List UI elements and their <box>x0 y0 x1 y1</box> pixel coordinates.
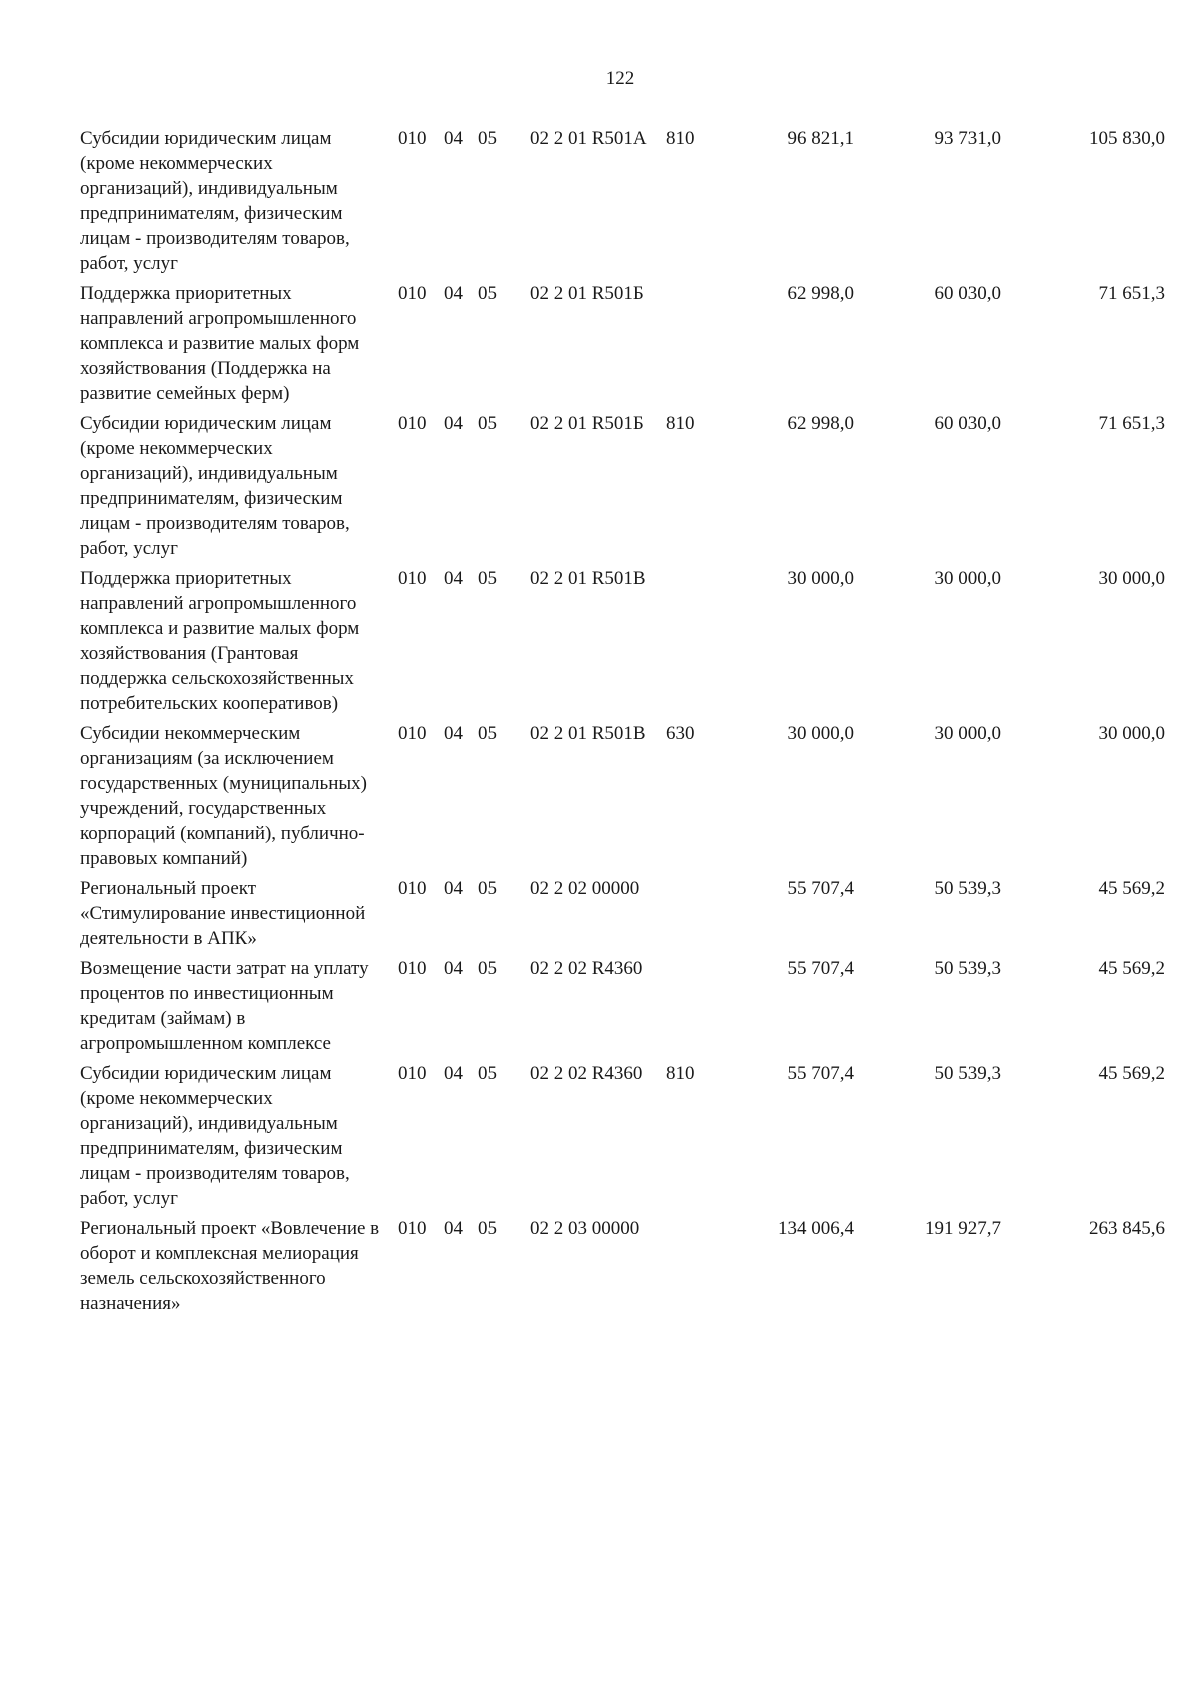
row-amount-year-1: 55 707,4 <box>787 1063 854 1084</box>
table-row <box>80 281 1165 411</box>
row-name: Субсидии юридическим лицам (кроме некоммерческих организаций), индивидуальным предпринимателям, физическим лицам - производителям товаров, работ, услуг <box>80 413 350 559</box>
row-target-code: 02 2 02 00000 <box>530 878 640 899</box>
row-expense-type <box>658 876 720 956</box>
row-amount-year-1: 55 707,4 <box>787 878 854 899</box>
table-row <box>80 956 1165 1061</box>
row-grbs: 010 <box>398 283 427 304</box>
row-subsection: 05 <box>478 413 497 434</box>
row-name: Поддержка приоритетных направлений агропромышленного комплекса и развитие малых форм хозяйствования (Поддержка на развитие семейных ферм) <box>80 283 360 404</box>
row-grbs: 010 <box>398 413 427 434</box>
row-amount-year-2: 50 539,3 <box>934 958 1001 979</box>
row-amount-year-3: 30 000,0 <box>1098 568 1165 589</box>
row-amount-year-1: 30 000,0 <box>787 568 854 589</box>
row-amount-year-2: 191 927,7 <box>925 1218 1001 1239</box>
budget-table <box>80 126 1165 1321</box>
row-amount-year-2: 30 000,0 <box>934 568 1001 589</box>
row-subsection: 05 <box>478 128 497 149</box>
row-name: Субсидии некоммерческим организациям (за исключением государственных (муниципальных) учреждений, государственных корпораций (компаний), публично-правовых компаний) <box>80 723 367 869</box>
row-target-code: 02 2 01 R501Б <box>530 413 644 434</box>
row-name: Региональный проект «Вовлечение в оборот и комплексная мелиорация земель сельскохозяйственного назначения» <box>80 1218 380 1314</box>
row-name: Субсидии юридическим лицам (кроме некоммерческих организаций), индивидуальным предпринимателям, физическим лицам - производителям товаров, работ, услуг <box>80 1063 350 1209</box>
row-subsection: 05 <box>478 1218 497 1239</box>
row-amount-year-3: 30 000,0 <box>1098 723 1165 744</box>
row-section: 04 <box>444 128 463 149</box>
table-row <box>80 411 1165 566</box>
row-amount-year-1: 96 821,1 <box>787 128 854 149</box>
row-expense-type <box>658 1216 720 1321</box>
row-section: 04 <box>444 723 463 744</box>
row-expense-type: 810 <box>666 413 695 434</box>
row-amount-year-1: 134 006,4 <box>778 1218 854 1239</box>
row-name: Региональный проект «Стимулирование инвестиционной деятельности в АПК» <box>80 878 366 949</box>
row-amount-year-3: 45 569,2 <box>1098 878 1165 899</box>
row-amount-year-1: 62 998,0 <box>787 413 854 434</box>
row-grbs: 010 <box>398 568 427 589</box>
row-subsection: 05 <box>478 958 497 979</box>
row-grbs: 010 <box>398 958 427 979</box>
row-expense-type <box>658 566 720 721</box>
row-section: 04 <box>444 878 463 899</box>
row-section: 04 <box>444 413 463 434</box>
table-row <box>80 126 1165 281</box>
table-body <box>80 126 1165 1321</box>
table-row <box>80 1216 1165 1321</box>
row-grbs: 010 <box>398 723 427 744</box>
row-target-code: 02 2 02 R4360 <box>530 958 643 979</box>
row-grbs: 010 <box>398 128 427 149</box>
row-name: Субсидии юридическим лицам (кроме некоммерческих организаций), индивидуальным предпринимателям, физическим лицам - производителям товаров, работ, услуг <box>80 128 350 274</box>
table-row <box>80 1061 1165 1216</box>
row-amount-year-3: 71 651,3 <box>1098 283 1165 304</box>
row-amount-year-1: 62 998,0 <box>787 283 854 304</box>
row-section: 04 <box>444 568 463 589</box>
row-grbs: 010 <box>398 878 427 899</box>
row-grbs: 010 <box>398 1063 427 1084</box>
row-amount-year-2: 30 000,0 <box>934 723 1001 744</box>
row-target-code: 02 2 01 R501А <box>530 128 647 149</box>
row-expense-type: 810 <box>666 1063 695 1084</box>
row-amount-year-3: 263 845,6 <box>1089 1218 1165 1239</box>
row-subsection: 05 <box>478 723 497 744</box>
row-amount-year-3: 71 651,3 <box>1098 413 1165 434</box>
row-section: 04 <box>444 958 463 979</box>
table-row <box>80 566 1165 721</box>
row-expense-type: 630 <box>666 723 695 744</box>
row-subsection: 05 <box>478 1063 497 1084</box>
table-row <box>80 876 1165 956</box>
row-amount-year-3: 45 569,2 <box>1098 958 1165 979</box>
row-subsection: 05 <box>478 878 497 899</box>
row-name: Поддержка приоритетных направлений агропромышленного комплекса и развитие малых форм хозяйствования (Грантовая поддержка сельскохозяйственных потребительских кооперативов) <box>80 568 360 714</box>
row-target-code: 02 2 01 R501Б <box>530 283 644 304</box>
row-amount-year-2: 60 030,0 <box>934 283 1001 304</box>
row-expense-type: 810 <box>666 128 695 149</box>
row-expense-type <box>658 956 720 1061</box>
row-target-code: 02 2 02 R4360 <box>530 1063 643 1084</box>
row-expense-type <box>658 281 720 411</box>
row-amount-year-2: 50 539,3 <box>934 1063 1001 1084</box>
row-section: 04 <box>444 1063 463 1084</box>
row-section: 04 <box>444 1218 463 1239</box>
page-number: 122 <box>605 68 635 89</box>
row-subsection: 05 <box>478 568 497 589</box>
row-target-code: 02 2 03 00000 <box>530 1218 640 1239</box>
row-target-code: 02 2 01 R501В <box>530 723 646 744</box>
row-amount-year-3: 105 830,0 <box>1089 128 1165 149</box>
row-section: 04 <box>444 283 463 304</box>
row-subsection: 05 <box>478 283 497 304</box>
row-amount-year-1: 55 707,4 <box>787 958 854 979</box>
row-amount-year-2: 60 030,0 <box>934 413 1001 434</box>
row-amount-year-2: 93 731,0 <box>934 128 1001 149</box>
row-amount-year-1: 30 000,0 <box>787 723 854 744</box>
row-amount-year-2: 50 539,3 <box>934 878 1001 899</box>
row-name: Возмещение части затрат на уплату процентов по инвестиционным кредитам (займам) в агропромышленном комплексе <box>80 958 369 1054</box>
row-target-code: 02 2 01 R501В <box>530 568 646 589</box>
row-amount-year-3: 45 569,2 <box>1098 1063 1165 1084</box>
row-grbs: 010 <box>398 1218 427 1239</box>
table-row <box>80 721 1165 876</box>
